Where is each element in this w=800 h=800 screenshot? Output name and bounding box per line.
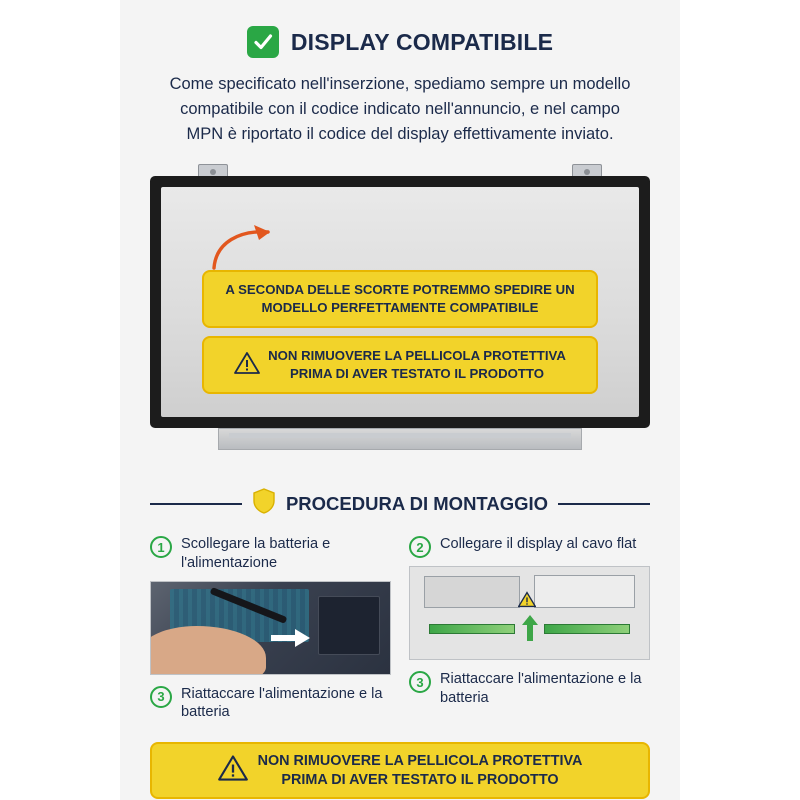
footer-line-1: NON RIMUOVERE LA PELLICOLA PROTETTIVA	[257, 753, 583, 769]
page-title: DISPLAY COMPATIBILE	[290, 28, 554, 55]
laptop-internals-photo	[150, 581, 391, 675]
step-text: Collegare il display al cavo flat	[440, 536, 637, 553]
procedure-heading	[140, 488, 660, 519]
display-illustration	[150, 164, 650, 464]
warning-triangle-icon	[234, 351, 260, 380]
step-3-left	[150, 685, 391, 722]
callout-line-1: NON RIMUOVERE LA PELLICOLA PROTETTIVA	[268, 348, 566, 364]
step-text: Riattaccare l'alimentazione e la batteria	[181, 685, 383, 721]
step-number: 3	[409, 671, 431, 693]
step-1	[150, 535, 391, 572]
step-3-right	[409, 670, 650, 707]
white-arrow-icon	[271, 629, 311, 652]
callout-line-2: PRIMA DI AVER TESTATO IL PRODOTTO	[289, 366, 544, 382]
procedure-steps	[140, 535, 660, 722]
check-square-icon	[247, 26, 279, 58]
procedure-column-1	[150, 535, 391, 722]
connector-shape-1	[424, 576, 520, 607]
curved-arrow-icon	[210, 222, 280, 272]
step-number: 2	[409, 536, 431, 558]
content-column	[140, 0, 660, 800]
procedure-title: PROCEDURA DI MONTAGGIO	[285, 492, 549, 514]
footer-warning-banner	[150, 742, 650, 799]
callout-protective-film	[202, 336, 598, 394]
green-up-arrow-icon	[522, 615, 538, 646]
step-text: Scollegare la batteria e l'alimentazione	[181, 536, 331, 571]
callout-protective-film-text	[268, 347, 566, 383]
flat-cable-strip-1	[429, 624, 515, 634]
footer-warning-text	[258, 752, 583, 789]
battery-shape	[318, 596, 380, 655]
intro-text: Come specificato nell'inserzione, spediamo sempre un modello compatibile con il codice indicato nell'annuncio, e nel campo MPN è riportato il codice del display effettivamente inviato.	[169, 75, 631, 143]
footer-line-2: PRIMA DI AVER TESTATO IL PRODOTTO	[281, 771, 559, 788]
flat-cable-connector-photo	[409, 566, 650, 660]
warning-triangle-icon	[218, 754, 248, 787]
step-2	[409, 535, 650, 558]
step-number: 1	[150, 536, 172, 558]
flat-cable-strip-2	[544, 624, 630, 634]
procedure-column-2	[409, 535, 650, 722]
panel-bottom-strip	[218, 428, 582, 450]
header	[140, 26, 660, 58]
callout-compatible-model: A SECONDA DELLE SCORTE POTREMMO SPEDIRE UN MODELLO PERFETTAMENTE COMPATIBILE	[202, 270, 598, 328]
shield-icon	[252, 488, 276, 519]
divider-right	[558, 503, 650, 505]
warning-triangle-icon	[518, 591, 536, 613]
connector-shape-2	[534, 575, 634, 608]
step-text: Riattaccare l'alimentazione e la batteria	[440, 671, 642, 706]
divider-left	[150, 503, 242, 505]
step-number: 3	[150, 686, 172, 708]
